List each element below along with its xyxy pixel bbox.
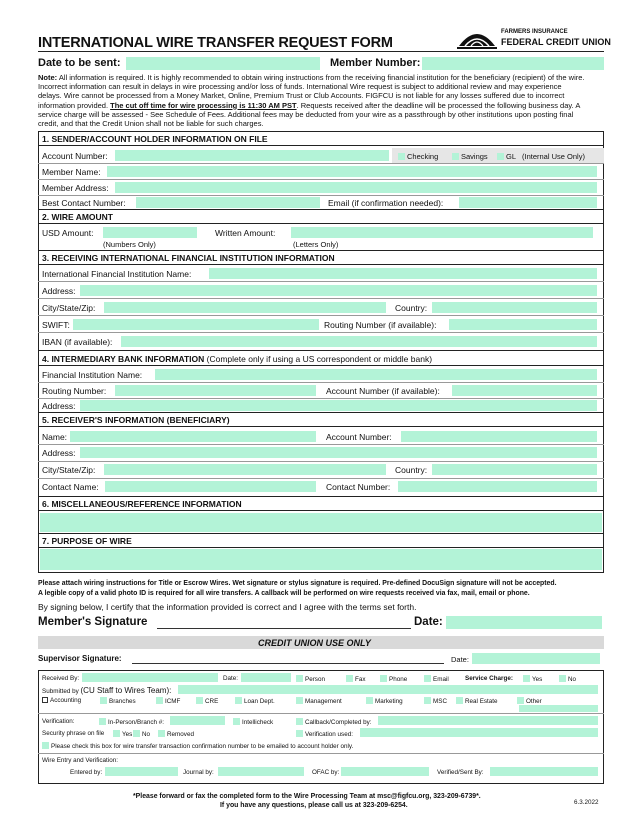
- intermediary-routing-field[interactable]: [115, 385, 316, 396]
- footer-line1: *Please forward or fax the completed form to the Wire Processing Team at msc@figfcu.org, 323-209-6739*.: [133, 793, 481, 800]
- member-number-field[interactable]: [422, 57, 604, 70]
- date-to-send-label: Date to be sent:: [38, 57, 121, 69]
- intl-country-field[interactable]: [432, 302, 597, 313]
- intellicheck-option[interactable]: Intellicheck: [233, 718, 273, 726]
- intl-routing-label: Routing Number (if available):: [324, 320, 437, 330]
- marketing-option[interactable]: Marketing: [366, 697, 403, 705]
- intl-city-label: City/State/Zip:: [42, 303, 96, 313]
- callback-option[interactable]: Callback/Completed by:: [296, 718, 372, 726]
- entered-by-field[interactable]: [105, 767, 178, 776]
- checking-option[interactable]: Checking: [398, 152, 438, 161]
- marketing-checkbox[interactable]: [366, 697, 373, 704]
- in-person-option[interactable]: In-Person/Branch #:: [99, 718, 164, 726]
- security-removed-option[interactable]: Removed: [158, 730, 194, 738]
- callback-field[interactable]: [378, 716, 598, 725]
- accounting-option[interactable]: Accounting: [42, 697, 81, 704]
- supervisor-signature-field[interactable]: [132, 653, 444, 663]
- submitted-by-label: Submitted by (CU Staff to Wires Team):: [42, 686, 172, 695]
- account-number-field[interactable]: [115, 150, 389, 161]
- intermediary-institution-label: Financial Institution Name:: [42, 370, 143, 380]
- other-checkbox[interactable]: [517, 697, 524, 704]
- intermediary-address-field[interactable]: [80, 400, 597, 411]
- contact-name-field[interactable]: [105, 481, 316, 492]
- email-confirmation-checkbox[interactable]: [42, 742, 49, 749]
- phone-option[interactable]: Phone: [380, 675, 407, 683]
- supervisor-date-label: Date:: [451, 655, 469, 664]
- numbers-only-hint: (Numbers Only): [103, 240, 156, 249]
- other-option[interactable]: Other: [517, 697, 542, 705]
- intl-institution-field[interactable]: [209, 268, 597, 279]
- security-phrase-label: Security phrase on file: [42, 730, 105, 737]
- section4-title: 4. INTERMEDIARY BANK INFORMATION (Complete only if using a US correspondent or middle bank): [42, 354, 433, 364]
- security-no-checkbox[interactable]: [133, 730, 140, 737]
- internal-use-note: (Internal Use Only): [522, 152, 585, 161]
- swift-field[interactable]: [73, 319, 319, 330]
- receiver-name-field[interactable]: [70, 431, 316, 442]
- swift-label: SWIFT:: [42, 320, 70, 330]
- section3-title: 3. RECEIVING INTERNATIONAL FINANCIAL INSTITUTION INFORMATION: [42, 253, 335, 263]
- best-contact-label: Best Contact Number:: [42, 198, 126, 208]
- verification-used-field[interactable]: [360, 728, 598, 737]
- intermediary-account-label: Account Number (if available):: [326, 386, 440, 396]
- phone-checkbox[interactable]: [380, 675, 387, 682]
- member-signature-label: Member's Signature: [38, 616, 148, 628]
- management-checkbox[interactable]: [296, 697, 303, 704]
- received-date-field[interactable]: [241, 673, 291, 682]
- letters-only-hint: (Letters Only): [293, 240, 339, 249]
- security-removed-checkbox[interactable]: [158, 730, 165, 737]
- fax-checkbox[interactable]: [346, 675, 353, 682]
- msc-option[interactable]: MSC: [424, 697, 447, 705]
- cre-checkbox[interactable]: [196, 697, 203, 704]
- usd-amount-label: USD Amount:: [42, 228, 94, 238]
- journal-by-label: Journal by:: [183, 769, 214, 776]
- written-amount-label: Written Amount:: [215, 228, 276, 238]
- email-label: Email (if confirmation needed):: [328, 198, 444, 208]
- member-signature-date-label: Date:: [414, 616, 443, 628]
- savings-checkbox[interactable]: [452, 153, 459, 160]
- misc-reference-field[interactable]: [40, 513, 602, 532]
- intl-routing-field[interactable]: [449, 319, 597, 330]
- umbrella-logo-icon: [457, 28, 497, 50]
- purpose-of-wire-field[interactable]: [40, 549, 602, 570]
- entered-by-label: Entered by:: [70, 769, 103, 776]
- member-signature-field[interactable]: [157, 616, 411, 628]
- verification-used-option[interactable]: Verification used:: [296, 730, 353, 738]
- gl-checkbox[interactable]: [497, 153, 504, 160]
- member-number-label: Member Number:: [330, 57, 421, 69]
- email-field[interactable]: [459, 197, 597, 208]
- person-checkbox[interactable]: [296, 675, 303, 682]
- supervisor-signature-label: Supervisor Signature:: [38, 654, 122, 663]
- usd-amount-field[interactable]: [103, 227, 197, 238]
- wire-entry-label: Wire Entry and Verification:: [42, 757, 118, 764]
- intl-country-label: Country:: [395, 303, 428, 313]
- section6-title: 6. MISCELLANEOUS/REFERENCE INFORMATION: [42, 499, 242, 509]
- best-contact-field[interactable]: [136, 197, 320, 208]
- logo-line1: FARMERS INSURANCE: [501, 29, 568, 35]
- verification-used-checkbox[interactable]: [296, 730, 303, 737]
- security-yes-checkbox[interactable]: [113, 730, 120, 737]
- journal-by-field[interactable]: [218, 767, 304, 776]
- management-option[interactable]: Management: [296, 697, 342, 705]
- intl-address-field[interactable]: [80, 285, 597, 296]
- received-by-label: Received By:: [42, 675, 80, 682]
- logo-line2: FEDERAL CREDIT UNION: [501, 37, 611, 47]
- person-option[interactable]: Person: [296, 675, 325, 683]
- in-person-checkbox[interactable]: [99, 718, 106, 725]
- intermediary-routing-label: Routing Number:: [42, 386, 107, 396]
- member-address-field[interactable]: [115, 182, 597, 193]
- icmf-checkbox[interactable]: [156, 697, 163, 704]
- logo: [457, 27, 611, 51]
- callback-checkbox[interactable]: [296, 718, 303, 725]
- contact-number-label: Contact Number:: [326, 482, 391, 492]
- footer-line2: If you have any questions, please call us at 323-209-6254.: [220, 802, 408, 809]
- section7-title: 7. PURPOSE OF WIRE: [42, 536, 132, 546]
- accounting-checkbox[interactable]: [42, 697, 48, 703]
- cu-use-only-title: CREDIT UNION USE ONLY: [258, 638, 371, 648]
- receiver-account-label: Account Number:: [326, 432, 392, 442]
- member-signature-date-field[interactable]: [446, 616, 602, 629]
- loan-dept-option[interactable]: Loan Dept.: [235, 697, 275, 705]
- receiver-name-label: Name:: [42, 432, 68, 442]
- date-to-send-field[interactable]: [126, 57, 320, 70]
- security-yes-option[interactable]: Yes: [113, 730, 132, 738]
- member-address-label: Member Address:: [42, 183, 109, 193]
- intl-institution-label: International Financial Institution Name:: [42, 269, 192, 279]
- savings-option[interactable]: Savings: [452, 152, 488, 161]
- branch-number-field[interactable]: [170, 716, 225, 725]
- section2-title: 2. WIRE AMOUNT: [42, 212, 113, 222]
- form-version: 6.3.2022: [574, 799, 599, 806]
- intl-address-label: Address:: [42, 286, 76, 296]
- service-yes-checkbox[interactable]: [523, 675, 530, 682]
- verification-label: Verification:: [42, 718, 75, 725]
- icmf-option[interactable]: ICMF: [156, 697, 180, 705]
- submitted-by-field[interactable]: [178, 685, 598, 694]
- loan-dept-checkbox[interactable]: [235, 697, 242, 704]
- real-estate-option[interactable]: Real Estate: [456, 697, 498, 705]
- section1-title: 1. SENDER/ACCOUNT HOLDER INFORMATION ON FILE: [42, 134, 268, 144]
- email-confirmation-option[interactable]: Please check this box for wire transfer transaction confirmation number to be emailed to account holder only.: [42, 742, 353, 750]
- service-charge-label: Service Charge:: [465, 675, 513, 682]
- service-charge-yes[interactable]: Yes: [523, 675, 542, 683]
- other-field[interactable]: [519, 705, 598, 712]
- gl-option[interactable]: GL: [497, 152, 516, 161]
- intermediary-account-field[interactable]: [452, 385, 597, 396]
- intl-city-field[interactable]: [104, 302, 386, 313]
- member-name-label: Member Name:: [42, 167, 101, 177]
- form-title: INTERNATIONAL WIRE TRANSFER REQUEST FORM: [38, 35, 393, 51]
- msc-checkbox[interactable]: [424, 697, 431, 704]
- section5-title: 5. RECEIVER'S INFORMATION (BENEFICIARY): [42, 415, 230, 425]
- receiver-address-label: Address:: [42, 448, 76, 458]
- intermediary-address-label: Address:: [42, 401, 76, 411]
- receiver-city-field[interactable]: [104, 464, 386, 475]
- received-date-label: Date:: [223, 675, 239, 682]
- intermediary-institution-field[interactable]: [155, 369, 597, 380]
- security-no-option[interactable]: No: [133, 730, 150, 738]
- attach-note-line1: Please attach wiring instructions for Title or Escrow Wires. Wet signature or stylus signature is required. Pre-defined DocuSign signature will not be accepted.: [38, 580, 557, 587]
- written-amount-field[interactable]: [291, 227, 593, 238]
- fax-option[interactable]: Fax: [346, 675, 366, 683]
- ofac-by-label: OFAC by:: [312, 769, 340, 776]
- verified-by-label: Verified/Sent By:: [437, 769, 484, 776]
- note-paragraph: Note: All information is required. It is highly recommended to obtain wiring instructions from the receiving financial institution for the beneficiary (recipient) of the wire. Incorrect information can result in delays in wire processing and/or loss of funds. International Wire request is subject to additional review and may experience delays. Wire cannot be processed from a Money Market, Online, Premium Trust or Club Accounts. FIGFCU is not liable for any losses suffered due to incorrect information provided. The cut off time for wire processing is 11:30 AM PST. Requests received after the deadline will be processed the following business day. A service charge will be assessed - See Schedule of Fees. Additional fees may be deducted from your wire as a passthrough by other institutions upon posting final credit, and that the Credit Union shall not be liable for such charges.: [38, 73, 585, 129]
- attach-note-line2: A legible copy of a valid photo ID is required for all wire transfers. A callback will be performed on wire requests received via fax, mail, email or phone.: [38, 590, 530, 597]
- branches-checkbox[interactable]: [100, 697, 107, 704]
- receiver-city-label: City/State/Zip:: [42, 465, 96, 475]
- certify-text: By signing below, I certify that the information provided is correct and I agree with the terms set forth.: [38, 602, 417, 612]
- member-name-field[interactable]: [107, 166, 597, 177]
- email-option[interactable]: Email: [424, 675, 449, 683]
- contact-number-field[interactable]: [398, 481, 597, 492]
- received-by-field[interactable]: [82, 673, 218, 682]
- iban-field[interactable]: [121, 336, 597, 347]
- service-charge-no[interactable]: No: [559, 675, 576, 683]
- email-checkbox[interactable]: [424, 675, 431, 682]
- receiver-address-field[interactable]: [80, 447, 597, 458]
- real-estate-checkbox[interactable]: [456, 697, 463, 704]
- cre-option[interactable]: CRE: [196, 697, 218, 705]
- verified-by-field[interactable]: [490, 767, 598, 776]
- receiver-account-field[interactable]: [401, 431, 597, 442]
- supervisor-date-field[interactable]: [472, 653, 600, 664]
- service-no-checkbox[interactable]: [559, 675, 566, 682]
- iban-label: IBAN (if available):: [42, 337, 113, 347]
- intellicheck-checkbox[interactable]: [233, 718, 240, 725]
- receiver-country-label: Country:: [395, 465, 428, 475]
- ofac-by-field[interactable]: [341, 767, 429, 776]
- account-number-label: Account Number:: [42, 151, 108, 161]
- branches-option[interactable]: Branches: [100, 697, 136, 705]
- checking-checkbox[interactable]: [398, 153, 405, 160]
- receiver-country-field[interactable]: [432, 464, 597, 475]
- contact-name-label: Contact Name:: [42, 482, 99, 492]
